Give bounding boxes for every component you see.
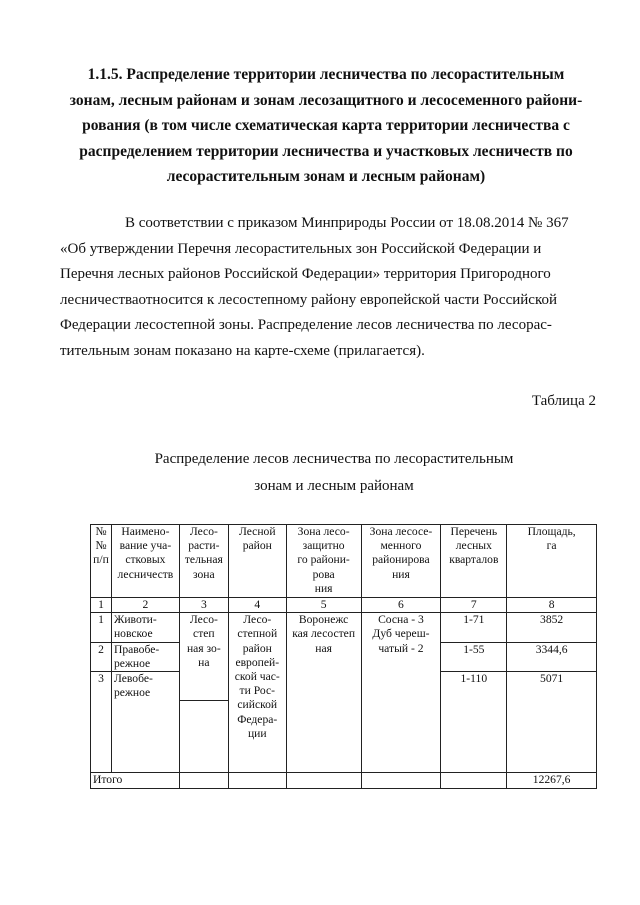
empty-cell: [111, 700, 179, 773]
column-number: 2: [111, 598, 179, 613]
header-cell: Лесной район: [228, 525, 286, 598]
table-number: Таблица 2: [531, 393, 596, 409]
area: 5071: [507, 672, 597, 701]
forest-district: Лесо- степной район европей- ской час- ти Рос- сийской Федера- ции: [228, 613, 286, 773]
header-cell: Наимено- вание уча- стковых лесничеств: [111, 525, 179, 598]
total-label: Итого: [91, 773, 180, 788]
paragraph-line: Федерации лесостепной зоны. Распределение лесов лесничества по лесорас-: [60, 317, 552, 334]
empty-cell: [441, 700, 507, 773]
distribution-table: [90, 524, 597, 789]
empty-cell: [441, 773, 507, 788]
header-cell: Площадь, га: [507, 525, 597, 598]
area: 3344,6: [507, 642, 597, 671]
quarters: 1-71: [441, 613, 507, 642]
header-cell: Зона лесо- защитно го райони- рова ния: [286, 525, 361, 598]
header-cell: Зона лесосе- менного районирова ния: [361, 525, 441, 598]
vegetation-zone: Лесо- степ ная зо- на: [179, 613, 228, 701]
empty-cell: [507, 700, 597, 773]
forestry-name: Левобе- режное: [111, 672, 179, 701]
header-cell: Лесо- расти- тельная зона: [179, 525, 228, 598]
protection-zone: Воронежс кая лесостеп ная: [286, 613, 361, 773]
paragraph-line: В соответствии с приказом Минприроды России от 18.08.2014 № 367: [125, 215, 569, 231]
quarters: 1-110: [441, 672, 507, 701]
paragraph-line: тительным зонам показано на карте-схеме (прилагается).: [60, 342, 425, 359]
column-number-row: [91, 598, 597, 613]
body-paragraph: [60, 211, 599, 365]
total-row: [91, 773, 597, 788]
paragraph-line: лесничестваотносится к лесостепному району европейской части Российской: [60, 291, 558, 308]
section-heading: [60, 62, 592, 190]
header-cell: Перечень лесных кварталов: [441, 525, 507, 598]
empty-cell: [91, 700, 112, 773]
forestry-name: Правобе- режное: [111, 642, 179, 671]
table-header-row: [91, 525, 597, 598]
column-number: 6: [361, 598, 441, 613]
column-number: 1: [91, 598, 112, 613]
paragraph-line: Перечня лесных районов Российской Федерации» территория Пригородного: [60, 266, 551, 283]
paragraph-line: «Об утверждении Перечня лесорастительных зон Российской Федерации и: [60, 240, 542, 257]
empty-cell: [228, 773, 286, 788]
area: 3852: [507, 613, 597, 642]
quarters: 1-55: [441, 642, 507, 671]
heading-line: 1.1.5. Распределение территории лесничества по лесорастительным: [87, 66, 565, 83]
column-number: 5: [286, 598, 361, 613]
column-number: 3: [179, 598, 228, 613]
row-number: 1: [91, 613, 112, 642]
header-cell: № № п/п: [91, 525, 112, 598]
heading-line: зонам, лесным районам и зонам лесозащитного и лесосеменного райони-: [69, 91, 583, 109]
total-area: 12267,6: [507, 773, 597, 788]
forestry-name: Животи- новское: [111, 613, 179, 642]
caption-line: Распределение лесов лесничества по лесорастительным: [154, 451, 514, 467]
seed-zone: Сосна - 3 Дуб череш- чатый - 2: [361, 613, 441, 773]
column-number: 8: [507, 598, 597, 613]
empty-cell: [179, 773, 228, 788]
empty-cell: [286, 773, 361, 788]
empty-cell: [179, 700, 228, 773]
row-number: 2: [91, 642, 112, 671]
heading-line: рования (в том числе схематическая карта территории лесничества с: [82, 117, 570, 135]
table-caption: [60, 446, 608, 500]
row-number: 3: [91, 672, 112, 701]
caption-line: зонам и лесным районам: [254, 478, 414, 494]
column-number: 4: [228, 598, 286, 613]
column-number: 7: [441, 598, 507, 613]
table-row: [91, 613, 597, 642]
heading-line: распределением территории лесничества и участковых лесничеств по: [79, 142, 573, 160]
heading-line: лесорастительным зонам и лесным районам): [166, 168, 486, 186]
empty-cell: [361, 773, 441, 788]
